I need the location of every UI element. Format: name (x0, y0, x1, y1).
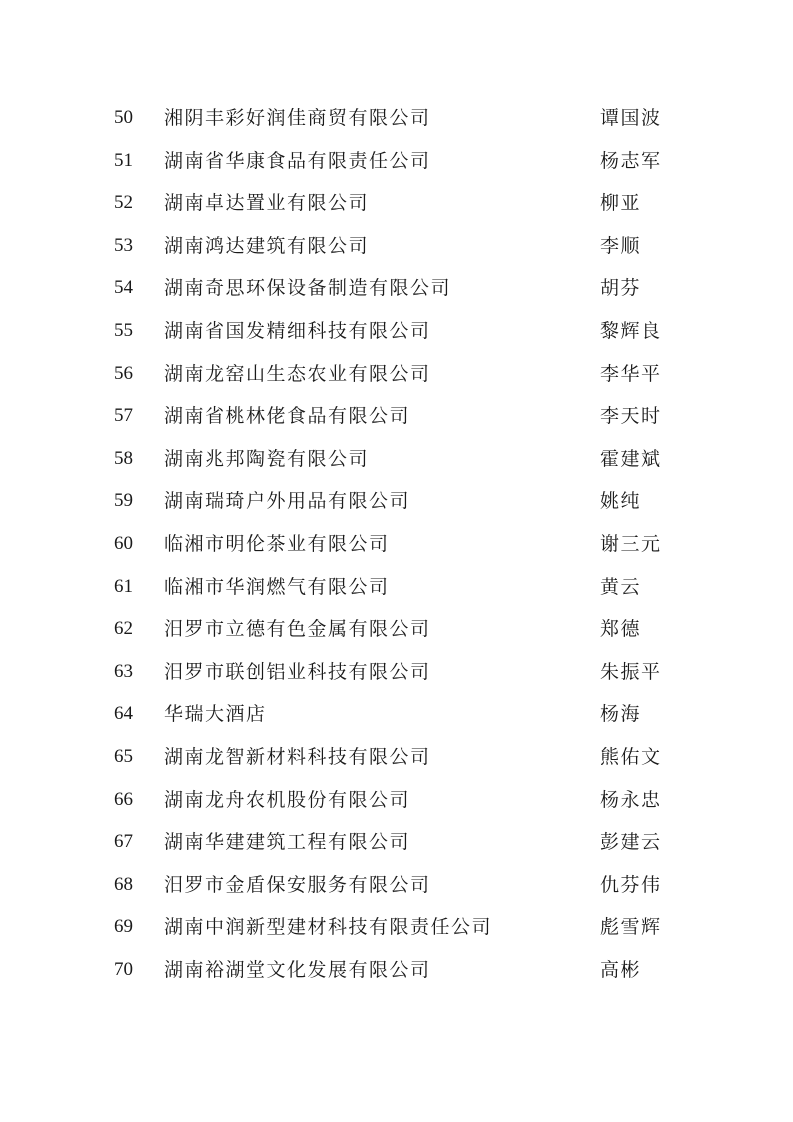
row-number: 50 (114, 107, 133, 128)
list-item (0, 608, 793, 651)
contact-person: 谢三元 (600, 532, 662, 555)
contact-person: 李华平 (600, 362, 662, 385)
company-name: 汨罗市金盾保安服务有限公司 (164, 873, 431, 896)
list-item (0, 949, 793, 992)
company-name: 华瑞大酒店 (164, 703, 267, 726)
company-name: 湖南兆邦陶瓷有限公司 (164, 447, 370, 470)
company-name: 湖南瑞琦户外用品有限公司 (164, 490, 411, 513)
list-item (0, 353, 793, 396)
row-number: 56 (114, 362, 133, 384)
row-number: 61 (114, 575, 133, 597)
row-number: 66 (114, 788, 133, 810)
contact-person: 谭国波 (600, 107, 662, 129)
contact-person: 黄云 (600, 575, 642, 598)
company-name: 湖南奇思环保设备制造有限公司 (164, 277, 452, 300)
company-name: 临湘市明伦茶业有限公司 (164, 532, 390, 555)
company-list (0, 97, 793, 991)
row-number: 58 (114, 447, 133, 469)
contact-person: 霍建斌 (600, 447, 662, 470)
list-item (0, 566, 793, 609)
contact-person: 胡芬 (600, 277, 642, 300)
row-number: 54 (114, 277, 133, 299)
list-item (0, 651, 793, 694)
list-item (0, 182, 793, 225)
contact-person: 高彬 (600, 958, 642, 981)
list-item (0, 523, 793, 566)
list-item (0, 693, 793, 736)
contact-person: 姚纯 (600, 490, 642, 513)
company-name: 湖南鸿达建筑有限公司 (164, 234, 370, 257)
row-number: 52 (114, 192, 133, 214)
company-name: 湖南裕湖堂文化发展有限公司 (164, 958, 431, 981)
row-number: 59 (114, 490, 133, 512)
company-name: 湖南省桃林佬食品有限公司 (164, 405, 411, 428)
row-number: 57 (114, 405, 133, 427)
company-name: 汨罗市联创铝业科技有限公司 (164, 660, 431, 683)
list-item (0, 97, 793, 140)
row-number: 62 (114, 618, 133, 640)
contact-person: 杨海 (600, 703, 642, 726)
list-item (0, 395, 793, 438)
row-number: 68 (114, 873, 133, 895)
list-item (0, 140, 793, 183)
row-number: 60 (114, 532, 133, 554)
contact-person: 杨永忠 (600, 788, 662, 811)
list-item (0, 736, 793, 779)
list-item (0, 906, 793, 949)
row-number: 69 (114, 916, 133, 938)
contact-person: 熊佑文 (600, 745, 662, 768)
company-name: 湖南省国发精细科技有限公司 (164, 319, 431, 342)
row-number: 70 (114, 958, 133, 980)
contact-person: 李天时 (600, 405, 662, 428)
list-item (0, 310, 793, 353)
contact-person: 柳亚 (600, 192, 642, 215)
list-item (0, 821, 793, 864)
company-name: 湘阴丰彩好润佳商贸有限公司 (164, 107, 431, 129)
row-number: 67 (114, 831, 133, 853)
company-name: 汨罗市立德有色金属有限公司 (164, 618, 431, 641)
company-name: 湖南龙舟农机股份有限公司 (164, 788, 411, 811)
contact-person: 仇芬伟 (600, 873, 662, 896)
row-number: 64 (114, 703, 133, 725)
contact-person: 朱振平 (600, 660, 662, 683)
list-item (0, 267, 793, 310)
contact-person: 彪雪辉 (600, 916, 662, 939)
list-item (0, 779, 793, 822)
company-name: 湖南龙智新材料科技有限公司 (164, 745, 431, 768)
company-name: 湖南华建建筑工程有限公司 (164, 831, 411, 854)
row-number: 63 (114, 660, 133, 682)
contact-person: 彭建云 (600, 831, 662, 854)
company-name: 湖南卓达置业有限公司 (164, 192, 370, 215)
row-number: 53 (114, 234, 133, 256)
list-item (0, 864, 793, 907)
row-number: 65 (114, 745, 133, 767)
company-name: 湖南省华康食品有限责任公司 (164, 149, 431, 172)
contact-person: 李顺 (600, 234, 642, 257)
list-item (0, 438, 793, 481)
company-name: 湖南中润新型建材科技有限责任公司 (164, 916, 493, 939)
list-item (0, 480, 793, 523)
row-number: 55 (114, 319, 133, 341)
company-name: 湖南龙窑山生态农业有限公司 (164, 362, 431, 385)
contact-person: 黎辉良 (600, 319, 662, 342)
contact-person: 郑德 (600, 618, 642, 641)
contact-person: 杨志军 (600, 149, 662, 172)
row-number: 51 (114, 149, 133, 171)
company-name: 临湘市华润燃气有限公司 (164, 575, 390, 598)
list-item (0, 225, 793, 268)
